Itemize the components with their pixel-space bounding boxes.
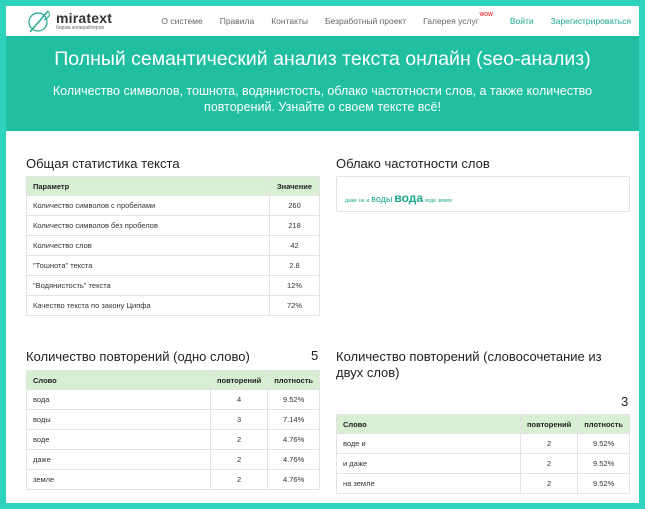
reps-cell: 2 [210,470,267,490]
table-row [337,434,630,454]
param-cell: "Водянистость" текста [27,276,270,296]
value-cell: 12% [270,276,320,296]
logo-feather-icon [26,8,54,34]
density-cell: 4.76% [268,430,320,450]
value-cell: 2.8 [270,256,320,276]
cloud-word: на [358,198,365,204]
reps-cell: 2 [520,454,577,474]
param-cell: Качество текста по закону Ципфа [27,296,270,316]
word-cell: земле [27,470,211,490]
stats-title: Общая статистика текста [26,156,180,171]
page-subtitle: Количество символов, тошнота, водянистость, облако частотности слов, а также количество повторений. Узнайте о своем тексте всё! [52,84,593,114]
density-cell: 4.76% [268,470,320,490]
page-title: Полный семантический анализ текста онлайн (seo-анализ) [54,48,591,70]
col-reps: повторений [520,415,577,434]
word-cell: на земле [337,474,521,494]
nav-about[interactable]: О системе [161,16,203,26]
table-header [337,415,630,434]
col-value: Значение [270,177,320,196]
table-row [27,470,320,490]
value-cell: 260 [270,196,320,216]
top-navbar [6,6,639,36]
page-frame [6,6,639,503]
wow-badge: WOW [479,12,493,18]
cloud-title: Облако частотности слов [336,156,490,171]
cloud-word: земле [438,198,453,204]
col-param: Параметр [27,177,270,196]
param-cell: Количество символов с пробелами [27,196,270,216]
logo[interactable] [26,8,144,34]
param-cell: Количество слов [27,236,270,256]
table-row [27,196,320,216]
table-row [27,276,320,296]
table-row [27,216,320,236]
single-count: 5 [311,348,319,363]
col-word: Слово [337,415,521,434]
hero-banner [6,36,639,131]
word-cell: воде [27,430,211,450]
pair-title: Количество повторений (словосочетание из двух слов) [336,349,602,380]
value-cell: 218 [270,216,320,236]
param-cell: "Тошнота" текста [27,256,270,276]
main-nav [144,12,631,26]
reps-cell: 2 [520,474,577,494]
value-cell: 42 [270,236,320,256]
word-cell: воде и [337,434,521,454]
density-cell: 9.52% [578,434,630,454]
single-word-table [26,370,320,490]
col-reps: повторений [210,371,267,390]
logo-name: miratext [56,10,113,26]
nav-unemployed-project[interactable]: Безработный проект [324,16,407,26]
nav-gallery[interactable] [423,12,493,26]
cloud-word: даже [345,198,357,204]
reps-cell: 2 [210,450,267,470]
table-header [27,177,320,196]
cloud-word: воды [371,194,393,204]
table-row [27,410,320,430]
density-cell: 9.52% [578,474,630,494]
word-cell: и даже [337,454,521,474]
cloud-word: вода [394,191,424,205]
word-cell: даже [27,450,211,470]
word-cell: воды [27,410,211,430]
table-row [27,430,320,450]
col-word: Слово [27,371,211,390]
login-link[interactable]: Войти [509,16,534,26]
table-header [27,371,320,390]
density-cell: 7.14% [268,410,320,430]
pair-count: 3 [621,394,629,409]
nav-rules[interactable]: Правила [219,16,255,26]
param-cell: Количество символов без пробелов [27,216,270,236]
table-row [337,454,630,474]
value-cell: 72% [270,296,320,316]
col-density: плотность [578,415,630,434]
word-cloud [336,176,630,212]
pair-word-table [336,414,630,494]
table-row [27,390,320,410]
col-density: плотность [268,371,320,390]
reps-cell: 2 [520,434,577,454]
table-row [27,256,320,276]
nav-gallery-label: Галерея услуг [423,16,479,26]
cloud-word: и [366,198,370,204]
density-cell: 9.52% [578,454,630,474]
table-row [27,450,320,470]
density-cell: 4.76% [268,450,320,470]
nav-contacts[interactable]: Контакты [271,16,308,26]
logo-subtitle: биржа копирайтеров [56,25,105,31]
cloud-word: воде [425,198,437,204]
single-title: Количество повторений (одно слово) [26,349,250,364]
register-link[interactable]: Зарегистрироваться [550,16,631,26]
stats-table [26,176,320,316]
density-cell: 9.52% [268,390,320,410]
reps-cell: 2 [210,430,267,450]
table-row [27,236,320,256]
reps-cell: 4 [210,390,267,410]
table-row [27,296,320,316]
reps-cell: 3 [210,410,267,430]
word-cell: вода [27,390,211,410]
table-row [337,474,630,494]
